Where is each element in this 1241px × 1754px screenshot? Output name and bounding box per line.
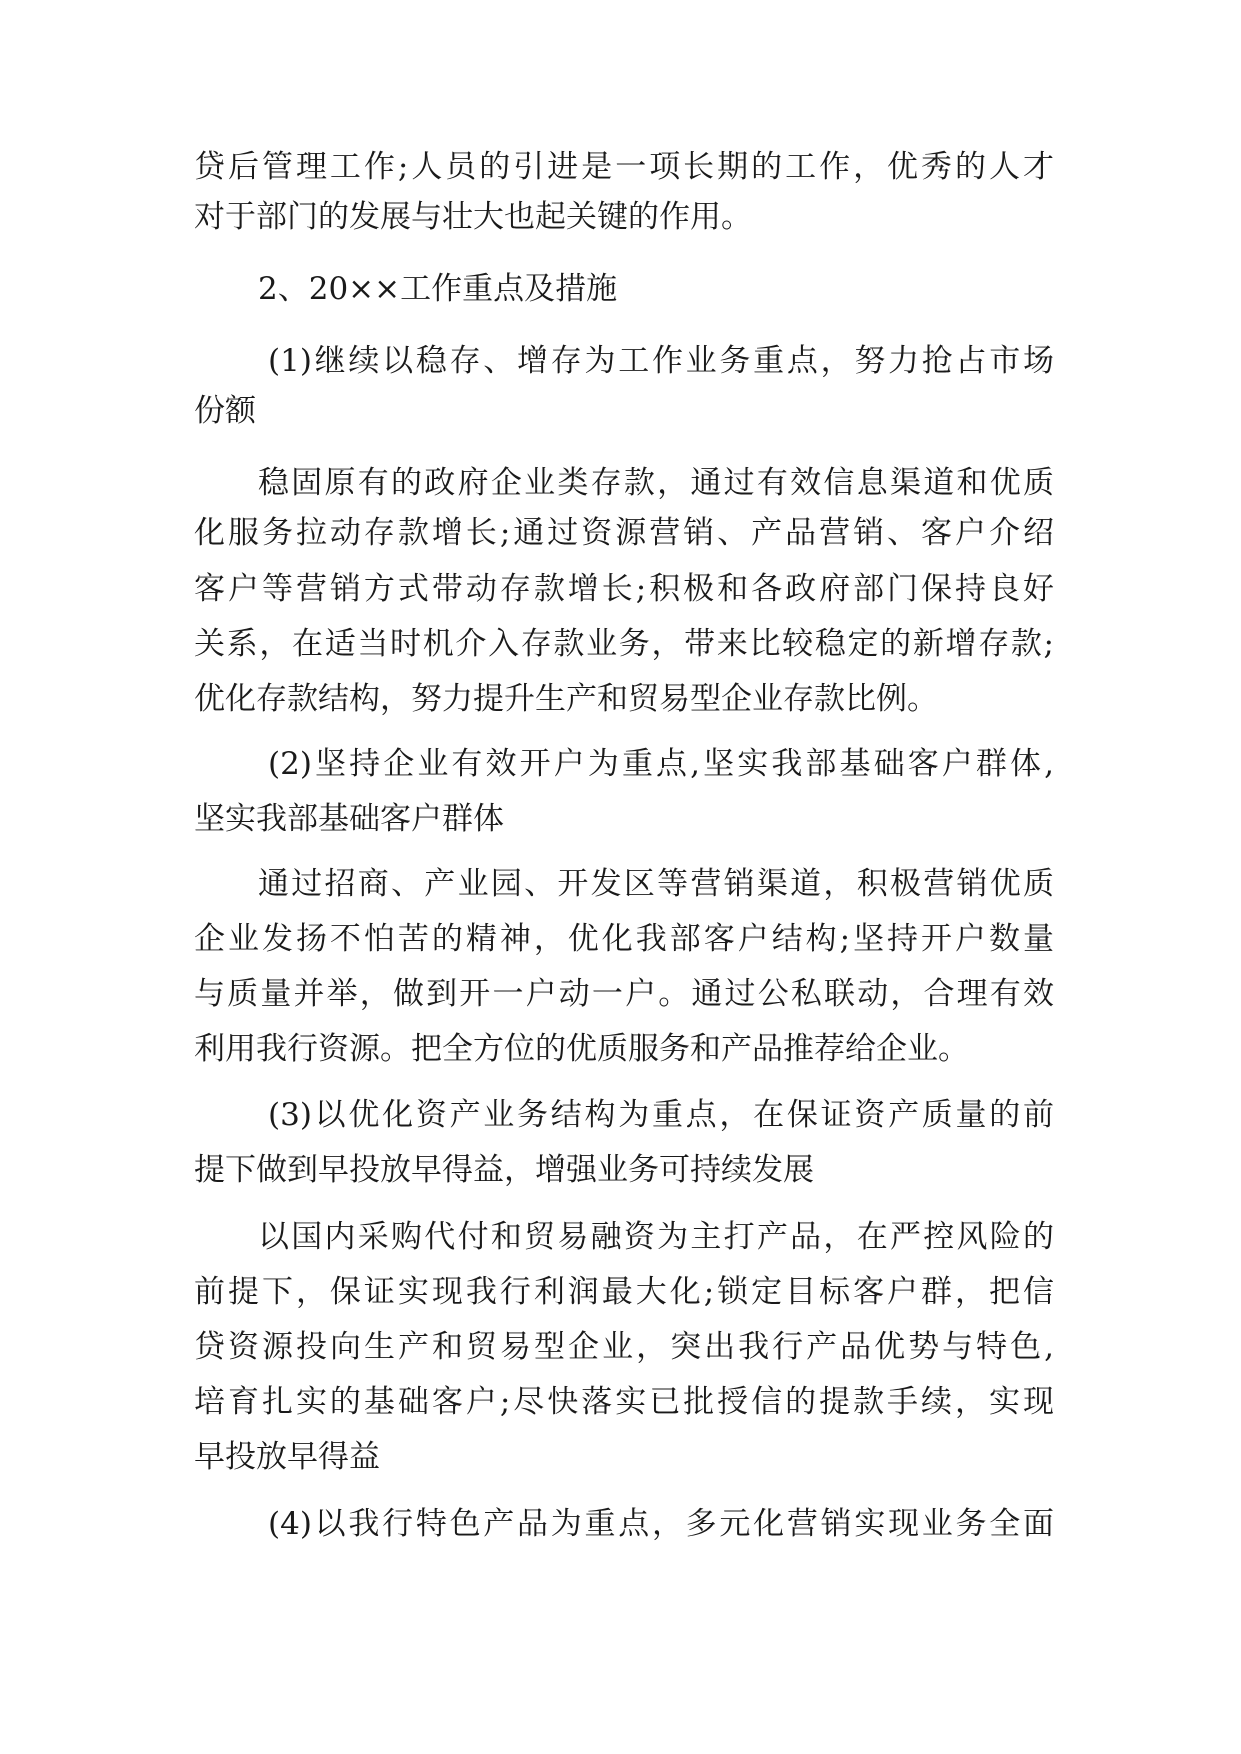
section-heading: 2、20××工作重点及措施 bbox=[258, 271, 618, 307]
subsection-heading: (2)坚持企业有效开户为重点,坚实我部基础客户群体, bbox=[268, 746, 1054, 782]
text-line: 贷后管理工作;人员的引进是一项长期的工作，优秀的人才 bbox=[194, 149, 1054, 185]
text-line: 贷资源投向生产和贸易型企业，突出我行产品优势与特色, bbox=[194, 1329, 1054, 1365]
text-line: 客户等营销方式带动存款增长;积极和各政府部门保持良好 bbox=[194, 571, 1054, 607]
text-line: 与质量并举，做到开一户动一户。通过公私联动，合理有效 bbox=[194, 976, 1054, 1012]
subsection-heading: (3)以优化资产业务结构为重点，在保证资产质量的前 bbox=[268, 1097, 1054, 1133]
text-line: 优化存款结构，努力提升生产和贸易型企业存款比例。 bbox=[194, 681, 938, 717]
text-line: 关系，在适当时机介入存款业务，带来比较稳定的新增存款; bbox=[194, 626, 1054, 662]
subsection-heading: 份额 bbox=[194, 393, 256, 429]
text-line: 前提下，保证实现我行利润最大化;锁定目标客户群，把信 bbox=[194, 1274, 1054, 1310]
text-line: 以国内采购代付和贸易融资为主打产品，在严控风险的 bbox=[258, 1219, 1054, 1255]
text-line: 利用我行资源。把全方位的优质服务和产品推荐给企业。 bbox=[194, 1031, 969, 1067]
text-line: 化服务拉动存款增长;通过资源营销、产品营销、客户介绍 bbox=[194, 515, 1054, 551]
text-line: 通过招商、产业园、开发区等营销渠道，积极营销优质 bbox=[258, 866, 1054, 902]
text-line: 对于部门的发展与壮大也起关键的作用。 bbox=[194, 199, 752, 235]
text-line: 培育扎实的基础客户;尽快落实已批授信的提款手续，实现 bbox=[194, 1384, 1054, 1420]
text-line: 企业发扬不怕苦的精神，优化我部客户结构;坚持开户数量 bbox=[194, 921, 1054, 957]
subsection-heading: 坚实我部基础客户群体 bbox=[194, 801, 504, 837]
text-line: 早投放早得益 bbox=[194, 1439, 380, 1475]
subsection-heading: (4)以我行特色产品为重点，多元化营销实现业务全面 bbox=[268, 1506, 1054, 1542]
subsection-heading: (1)继续以稳存、增存为工作业务重点，努力抢占市场 bbox=[268, 343, 1054, 379]
subsection-heading: 提下做到早投放早得益，增强业务可持续发展 bbox=[194, 1152, 814, 1188]
text-line: 稳固原有的政府企业类存款，通过有效信息渠道和优质 bbox=[258, 465, 1054, 501]
